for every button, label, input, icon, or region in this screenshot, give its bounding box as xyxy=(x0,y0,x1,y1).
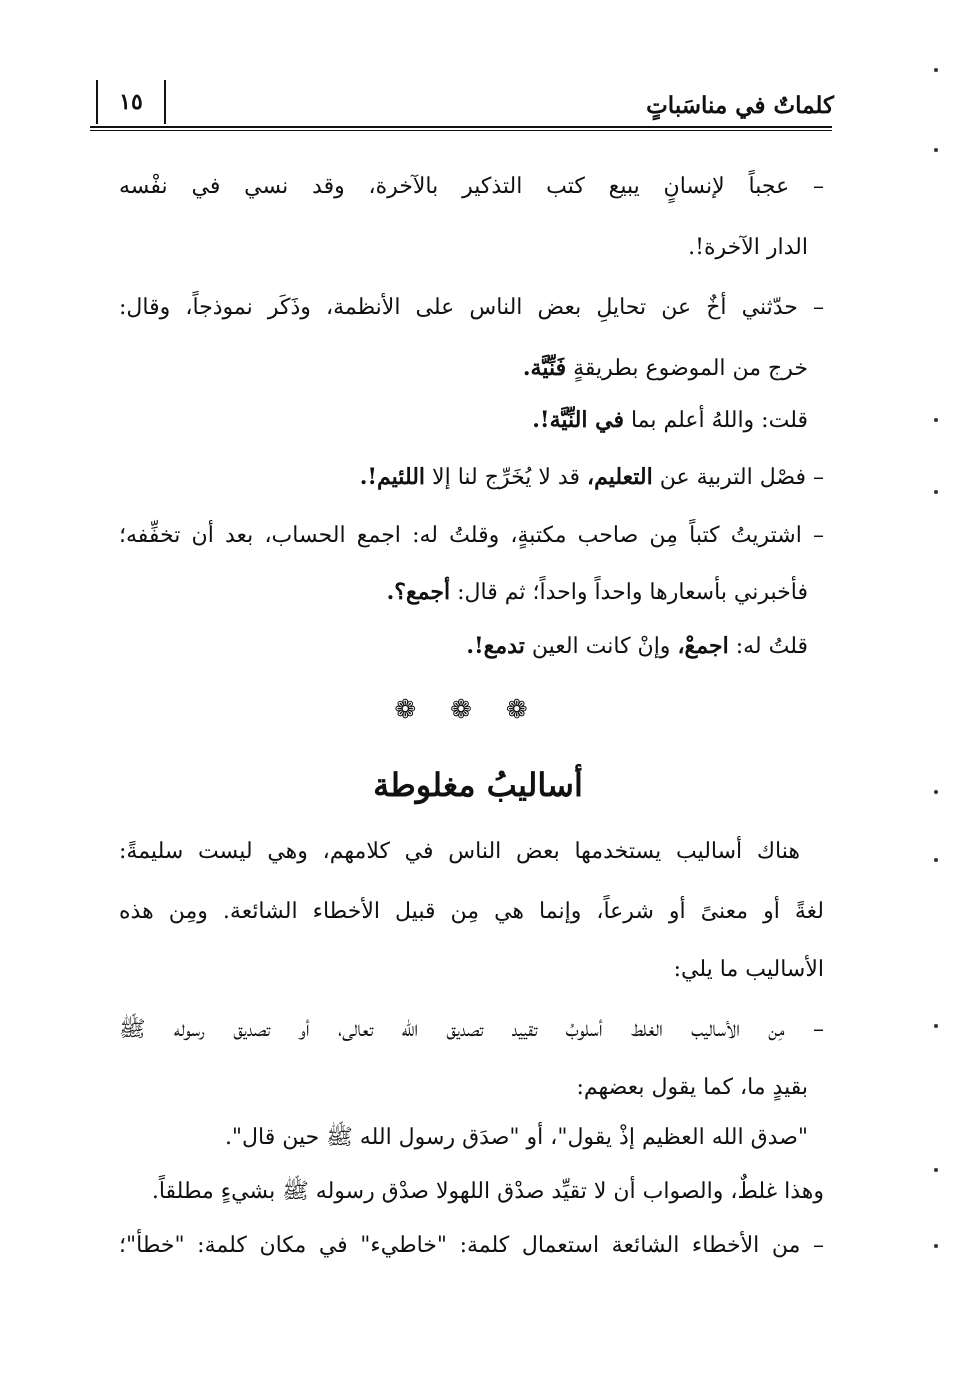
running-title: كلماتٌ في مناسَباتٍ xyxy=(646,92,834,119)
text-line xyxy=(119,570,808,614)
scan-speck xyxy=(934,68,938,72)
scan-speck xyxy=(934,418,938,422)
bold-word: أجمع؟. xyxy=(386,579,451,605)
text-line: لغةً أو معنىً أو شرعاً، وإنما هي مِن قبيل الأخطاء الشائعة. ومِن هذه xyxy=(119,899,824,924)
scan-speck xyxy=(934,858,938,862)
bold-word: اللئيم!. xyxy=(359,464,426,490)
section-title: أساليبُ مغلوطة xyxy=(373,766,583,804)
text-line: – من الأخطاء الشائعة استعمال كلمة: "خاطيء" في مكان كلمة: "خطأ"؛ xyxy=(119,1233,824,1258)
scan-speck xyxy=(934,1024,938,1028)
bold-word: التعليم، xyxy=(587,464,653,490)
text-run: قد لا يُخَرِّج لنا إلا xyxy=(432,465,580,490)
scan-speck xyxy=(934,1168,938,1172)
scan-speck xyxy=(934,148,938,152)
text-run: خرج من الموضوع بطريقةٍ xyxy=(573,356,808,381)
text-line: – حدّثني أخٌ عن تحايلِ بعض الناس على الأنظمة، وذَكَر نموذجاً، وقال: xyxy=(119,295,824,320)
text-line: هناك أساليب يستخدمها بعض الناس في كلامهم، وهي ليست سليمةً: xyxy=(119,839,800,864)
bold-word: فَنِّيَّة. xyxy=(522,355,567,381)
page-number xyxy=(96,80,166,124)
text-line: – اشتريتُ كتباً مِن صاحب مكتبةٍ، وقلتُ له: اجمع الحساب، بعد أن تخفِّفه؛ xyxy=(119,523,824,548)
text-line: – مِن الأساليب الغلط أسلوبُ تقييد تصديق الله تعالى، أو تصديق رسوله ﷺ xyxy=(119,1017,824,1042)
text-line: الدار الآخرة!. xyxy=(688,235,808,260)
text-line xyxy=(119,624,808,668)
text-run: وإنْ كانت العين xyxy=(531,634,671,659)
text-line xyxy=(119,346,808,390)
bold-word: تدمع!. xyxy=(466,633,525,659)
text-line xyxy=(119,455,824,499)
scan-speck xyxy=(934,1244,938,1248)
bold-word: في النِّيَّة!. xyxy=(532,407,624,433)
text-run: – فصْل التربية عن xyxy=(659,465,824,490)
text-line: "صدق الله العظيم إذْ يقول"، أو "صدَق رسول الله ﷺ حين قال". xyxy=(224,1125,808,1150)
text-run: قلتُ له: xyxy=(735,634,808,659)
scan-speck xyxy=(934,790,938,794)
text-run: فأخبرني بأسعارها واحداً واحداً؛ ثم قال: xyxy=(457,580,808,605)
bold-word: اجمعْ، xyxy=(677,633,729,659)
section-divider-ornaments: ❁❁❁ xyxy=(394,695,562,725)
text-line: بقيدٍ ما، كما يقول بعضهم: xyxy=(576,1075,808,1100)
text-line: وهذا غلطٌ، والصواب أن لا تقيِّد صدْق اللهولا صدْق رسوله ﷺ بشيءٍ مطلقاً. xyxy=(151,1179,824,1204)
page-number-text: ١٥ xyxy=(119,89,143,115)
scan-speck xyxy=(934,490,938,494)
header-rule xyxy=(90,126,832,128)
header-rule-thin xyxy=(90,130,832,131)
text-line: الأساليب ما يلي: xyxy=(673,957,824,982)
text-line: – عجباً لإنسانٍ يبيع كتب التذكير بالآخرة، وقد نسي في نفْسه xyxy=(119,174,824,199)
text-run: قلت: واللهُ أعلم بما xyxy=(630,408,808,433)
text-line xyxy=(119,398,808,442)
